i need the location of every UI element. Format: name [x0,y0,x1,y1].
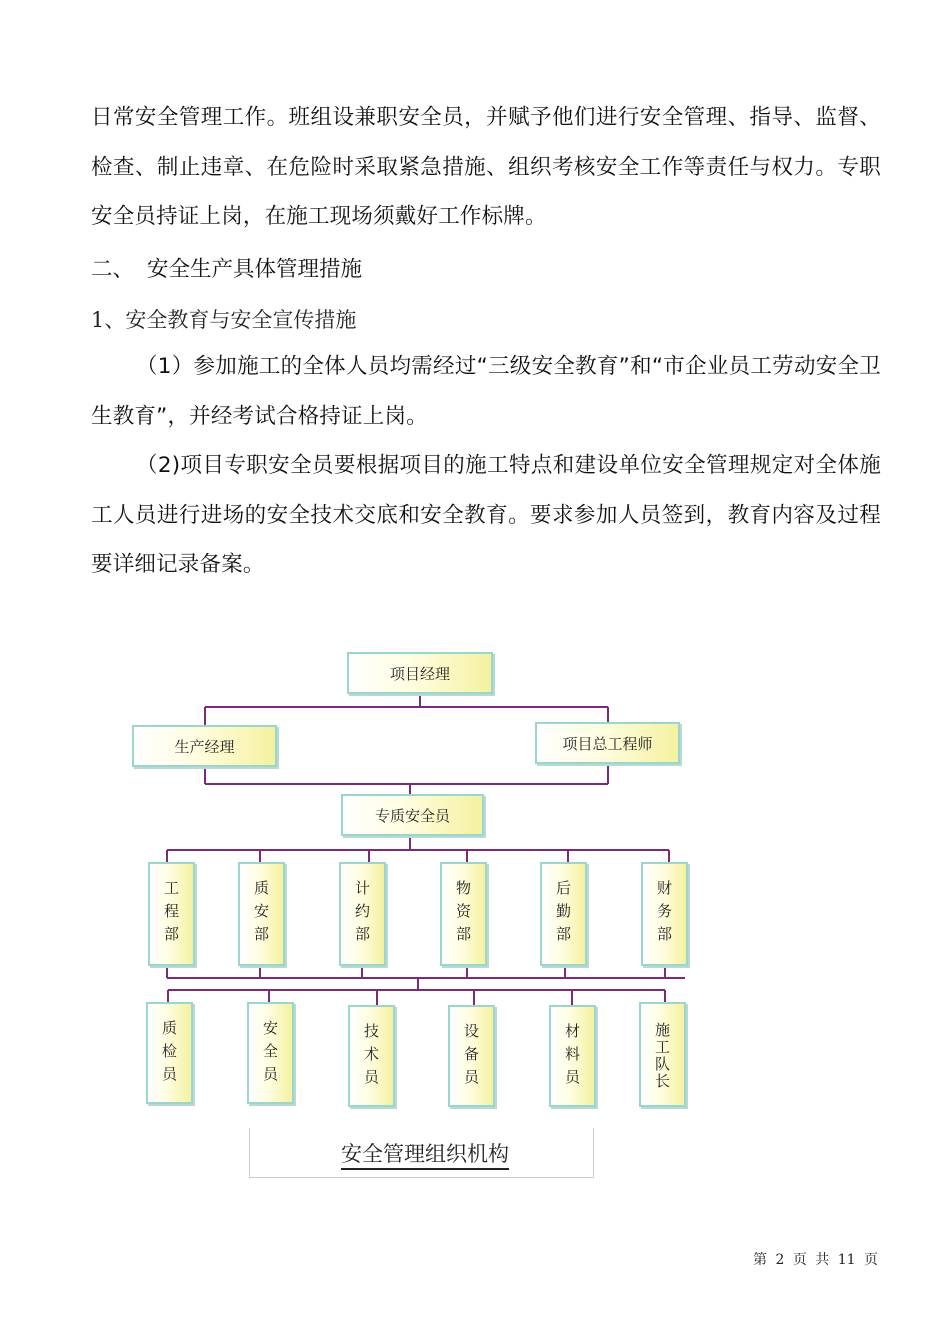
paragraph-item-2: （2)项目专职安全员要根据项目的施工特点和建设单位安全管理规定对全体施工人员进行进场的安全技术交底和安全教育。要求参加人员签到，教育内容及过程要详细记录备案。 [91,453,881,577]
org-dept-contract: 计约部 [339,862,386,966]
org-box-project-manager: 项目经理 [347,652,493,694]
org-box-chief-engineer: 项目总工程师 [535,722,680,764]
org-dept-quality-safety: 质安部 [238,862,285,966]
org-dept-logistics: 后勤部 [540,862,587,966]
org-box-production-manager: 生产经理 [132,725,277,767]
section-title: 安全生产具体管理措施 [147,257,363,282]
org-dept-materials: 物资部 [440,862,487,966]
page-footer: 第 2 页 共 11 页 [753,1252,878,1268]
org-staff-team-leader: 施工队长 [639,1002,686,1107]
org-staff-materials-officer: 材料员 [549,1005,596,1107]
org-chart-caption: 安全管理组织机构 [341,1141,509,1170]
org-box-safety-officer: 专质安全员 [341,794,484,836]
org-dept-engineering: 工程部 [148,862,195,966]
subsection-heading: 1、安全教育与安全宣传措施 [91,308,357,332]
intro-paragraph: 日常安全管理工作。班组设兼职安全员，并赋予他们进行安全管理、指导、监督、检查、制止违章、在危险时采取紧急措施、组织考核安全工作等责任与权力。专职安全员持证上岗，在施工现场须戴好工作标牌。 [91,105,881,229]
section-number: 二、 [91,257,135,282]
org-staff-technician: 技术员 [348,1005,395,1107]
paragraph-item-1: （1）参加施工的全体人员均需经过“三级安全教育”和“市企业员工劳动安全卫生教育”，并经考试合格持证上岗。 [91,354,881,429]
org-staff-quality-inspector: 质检员 [146,1002,193,1104]
org-dept-finance: 财务部 [641,862,688,966]
org-staff-equipment-officer: 设备员 [448,1005,495,1107]
org-staff-safety-officer: 安全员 [247,1002,294,1104]
